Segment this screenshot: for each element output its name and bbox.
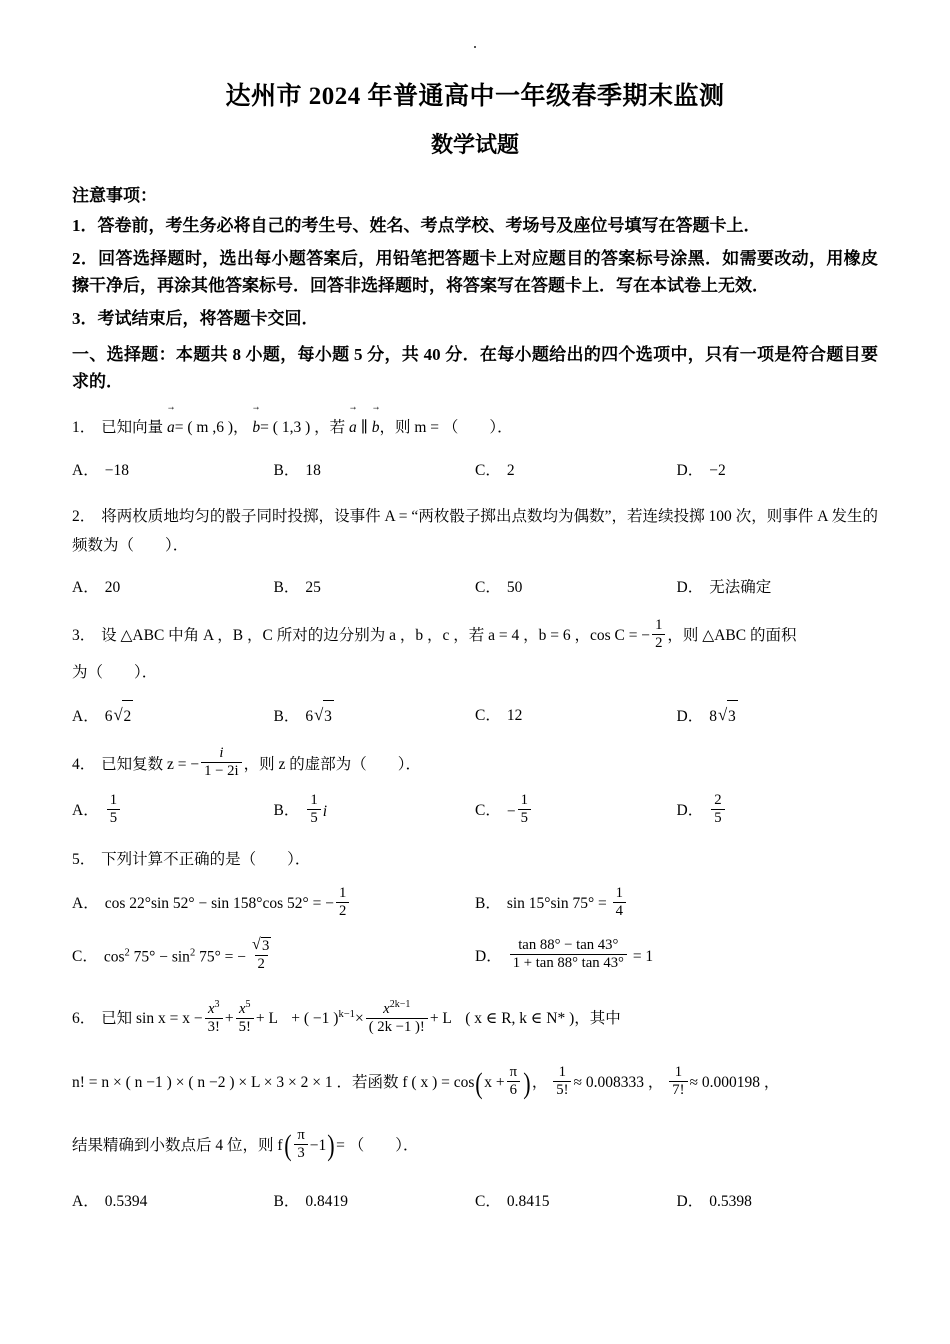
fraction-pi-6: $\frac{\pi}{6}$ xyxy=(507,1064,520,1099)
option-label: A． xyxy=(72,707,99,725)
question-6-line1-a: 已知 sin x = x − xyxy=(101,1010,203,1028)
option-text: 25 xyxy=(305,579,321,597)
question-5-stem: 下列计算不正确的是（ ）． xyxy=(101,851,311,869)
option-label: A． xyxy=(72,1192,99,1210)
question-3-stem-tail: ，则 △ABC 的面积 xyxy=(667,627,797,645)
question-1-eq2: = ( 1,3 ) xyxy=(260,419,311,437)
option-label: B． xyxy=(273,707,300,725)
question-1-options xyxy=(72,455,878,486)
question-6-line1-c: + L xyxy=(255,1010,278,1028)
option-label: C． xyxy=(475,461,501,479)
option-text: 50 xyxy=(506,579,523,597)
question-3-stem-lead: 设 △ABC 中角 A ，B ，C 所对的边分别为 a ，b ，c ，若 a = 4 ，b = 6 ，cos C = − xyxy=(101,627,651,645)
question-2-options xyxy=(72,572,878,603)
fraction-numerator: i xyxy=(219,745,224,762)
option-text: 0.8419 xyxy=(305,1192,348,1210)
fraction-x2k1-2k1fact: $\frac{x^{2k-1}}{( 2k -1 )!}$ xyxy=(366,999,428,1036)
question-2-option-a[interactable] xyxy=(72,572,274,603)
question-5-number: 5． xyxy=(72,851,96,869)
option-text: 0.5398 xyxy=(709,1192,752,1210)
question-6-line2-d: ≈ 0.000198 ， xyxy=(689,1074,780,1092)
option-label: A． xyxy=(72,579,99,597)
question-1-tail: ，则 m = （ ）． xyxy=(379,419,513,437)
question-2-number: 2． xyxy=(72,507,96,525)
option-text: 18 xyxy=(305,461,321,479)
question-6-option-b[interactable] xyxy=(274,1186,476,1217)
fraction-1-2: $\frac{1}{2}$ xyxy=(336,885,349,920)
question-3-option-b[interactable]: B． 6 √ 3 xyxy=(274,700,476,732)
fraction-numerator: 1 xyxy=(655,617,663,634)
fraction-x3-3fact: $\frac{x^3}{3!}$ xyxy=(205,999,223,1036)
option-text: −18 xyxy=(104,461,129,479)
question-5-options-row-2 xyxy=(72,937,878,976)
question-3-options xyxy=(72,700,878,732)
question-2-stem: 将两枚质地均匀的骰子同时投掷，设事件 A = “两枚骰子掷出点数均为偶数”，若连续投掷 100 次，则事件 A 发生的频数为（ ）． xyxy=(72,507,879,554)
fraction-1-5: $\frac{1}{5}$ xyxy=(107,792,120,827)
option-label: C． xyxy=(72,948,98,966)
page-top-dot xyxy=(474,46,476,48)
question-1-option-b[interactable] xyxy=(274,455,476,486)
vector-a-symbol-2: → a xyxy=(349,411,357,442)
option-label: C． xyxy=(475,1192,501,1210)
question-3-number: 3． xyxy=(72,627,96,645)
option-label: D． xyxy=(676,461,704,479)
question-6-line1-d: + ( −1 ) xyxy=(291,1010,339,1028)
question-2-option-d[interactable] xyxy=(677,572,879,603)
vector-b-symbol-2: → b xyxy=(372,411,380,442)
option-text: 无法确定 xyxy=(709,579,772,597)
section-one-heading: 一、选择题：本题共 8 小题，每小题 5 分，共 40 分．在每小题给出的四个选项中，只有一项是符合题目要求的． xyxy=(72,345,878,391)
option-label: D． xyxy=(676,579,704,597)
fraction-denominator: 2 xyxy=(652,634,665,652)
question-6-line1-g: ( x ∈ R, k ∈ N* ) xyxy=(465,1010,575,1028)
question-5-option-b[interactable]: B． sin 15°sin 75° = $\frac{1}{4}$ xyxy=(475,887,878,922)
question-6-number: 6． xyxy=(72,1010,96,1028)
question-6-line1-h: ，其中 xyxy=(574,1010,621,1028)
question-4-option-c[interactable]: C． − $\frac{1}{5}$ xyxy=(475,795,677,830)
question-4-option-b[interactable]: B． $\frac{1}{5}$ i xyxy=(273,792,328,827)
question-4-stem-lead: 已知复数 z = − xyxy=(101,755,200,773)
option-text: 20 xyxy=(104,579,121,597)
question-2-option-c[interactable] xyxy=(475,572,677,603)
notice-item-1: 1．答卷前，考生务必将自己的考生号、姓名、考点学校、考场号及座位号填写在答题卡上． xyxy=(72,216,761,235)
question-5-option-d[interactable]: D． $\frac{\tan 88^\circ - \tan 43^\circ}{1 + \tan 88^\circ \tan 43^\circ}$ = 1 xyxy=(475,937,654,972)
fraction-i-over-1-minus-2i xyxy=(201,745,241,780)
option-label: B． xyxy=(273,461,300,479)
question-6-line1-b: + xyxy=(224,1010,234,1028)
question-6-line3 xyxy=(72,1126,878,1164)
question-4-option-d[interactable] xyxy=(676,792,879,830)
option-label: B． xyxy=(475,894,501,912)
question-6-line2-b: x + xyxy=(484,1074,505,1092)
question-4-number: 4． xyxy=(72,755,96,773)
fraction-one-half xyxy=(652,617,665,652)
sqrt-3-b: √ 3 xyxy=(718,700,738,732)
option-text: 12 xyxy=(506,706,523,724)
option-label: D． xyxy=(676,1192,704,1210)
question-1-cond: ，若 xyxy=(314,419,346,437)
option-label: B． xyxy=(273,802,300,820)
question-5-option-c[interactable]: C． $\cos^2 75^\circ - \sin^2 75^\circ$ = − √ $\frac{3}{2}$ xyxy=(72,940,475,976)
option-text: 2 xyxy=(506,461,515,479)
option-label: B． xyxy=(273,1192,300,1210)
question-1-eq1: = ( m ,6 ) xyxy=(174,419,234,437)
paren-group-cos: ( x + $\frac{\pi}{6}$ ) xyxy=(475,1064,531,1100)
sqrt-2: √ 2 xyxy=(113,700,133,732)
option-label: B． xyxy=(273,579,300,597)
question-3 xyxy=(72,619,878,687)
question-4-options xyxy=(72,792,878,830)
question-4-stem-tail: ，则 z 的虚部为（ ）． xyxy=(243,755,421,773)
question-1-number: 1． xyxy=(72,419,96,437)
question-3-stem-tail2: 为（ ）． xyxy=(72,664,158,682)
fraction-tan-expression: $\frac{\tan 88^\circ - \tan 43^\circ}{1 + \tan 88^\circ \tan 43^\circ}$ xyxy=(510,937,627,972)
question-4 xyxy=(72,745,878,783)
question-2-option-b[interactable] xyxy=(274,572,476,603)
question-6-option-d[interactable] xyxy=(677,1186,879,1217)
question-6-line3-c: = （ ）． xyxy=(336,1137,419,1155)
fraction-1-5fact: $\frac{1}{5!}$ xyxy=(553,1064,571,1099)
notice-item-3: 3．考试结束后，将答题卡交回． xyxy=(72,309,319,329)
question-6-line2-a: n! = n × ( n −1 ) × ( n −2 ) × L × 3 × 2 × 1 ．若函数 f ( x ) = cos xyxy=(72,1074,475,1092)
question-4-option-a[interactable] xyxy=(72,792,274,830)
option-text: −2 xyxy=(709,461,726,479)
question-5-option-a[interactable]: A． cos 22°sin 52° − sin 158°cos 52° = − $\frac{1}{2}$ xyxy=(72,887,475,922)
option-label: A． xyxy=(72,461,99,479)
vector-a-symbol: → a xyxy=(167,411,175,442)
question-6-option-c[interactable] xyxy=(475,1186,677,1217)
option-label: C． xyxy=(475,802,501,820)
question-2 xyxy=(72,502,878,561)
option-label: C． xyxy=(475,579,501,597)
option-label: A． xyxy=(72,802,99,820)
question-5-options-row-1 xyxy=(72,884,878,922)
question-3-option-c[interactable] xyxy=(475,700,677,732)
fraction-denominator: 1 − 2i xyxy=(201,762,241,780)
question-6-line2: n! = n × ( n −1 ) × ( n −2 ) × L × 3 × 2 × 1 ．若函数 f ( x ) = cos ( x + $\frac{\pi}{6}$ ) ， $\frac{1}{5!}$ ≈ 0.008333 ， $\frac{1}{7!}$ ≈ 0.000198 ， xyxy=(72,1064,780,1100)
notice-item-2: 2．回答选择题时，选出每小题答案后，用铅笔把答题卡上对应题目的答案标号涂黑．如需要改动，用橡皮擦干净后，再涂其他答案标号．回答非选择题时，将答案写在答题卡上．写在本试卷上无效． xyxy=(72,249,878,295)
fraction-pi-3: $\frac{\pi}{3}$ xyxy=(294,1127,307,1162)
parallel-symbol: ∥ xyxy=(360,419,368,437)
page-title: 达州市 2024 年普通高中一年级春季期末监测 xyxy=(225,83,725,110)
question-1-stem-lead: 已知向量 xyxy=(101,419,164,437)
fraction-sqrt3-2: √ $\frac{3}{2}$ xyxy=(248,937,274,973)
question-1-option-a[interactable] xyxy=(72,455,274,486)
fraction-1-5-c: $\frac{1}{5}$ xyxy=(518,792,531,827)
option-label: D． xyxy=(676,802,704,820)
question-1-option-d[interactable] xyxy=(677,455,879,486)
question-3-option-a[interactable]: A． 6 √ 2 xyxy=(72,700,274,732)
question-1-option-c[interactable] xyxy=(475,455,677,486)
question-6: 6． 已知 sin x = x − $\frac{x^3}{3!}$ + $\frac{x^5}{5!}$ + L + ( −1 )$^{k-1}$× $\frac{x^{2k-1}}{( 2k -1 )!}$ + L ( x ∈ R, k ∈ N* )，其中 xyxy=(72,999,621,1036)
question-6-line1-f: + L xyxy=(429,1010,452,1028)
question-6-line1-e: × xyxy=(354,1010,364,1028)
question-6-line3-a: 结果精确到小数点后 4 位，则 f xyxy=(72,1137,283,1155)
paren-group-f: ( $\frac{\pi}{3}$ −1 ) xyxy=(283,1126,335,1163)
question-1: 1． 已知向量 → a= ( m ,6 )， → b= ( 1,3 ) ，若 → a ∥ → b，则 m = （ ）． xyxy=(72,411,878,442)
option-label: D． xyxy=(676,707,704,725)
question-6-option-a[interactable] xyxy=(72,1186,274,1217)
vector-b-symbol: → b xyxy=(252,411,260,442)
option-text: 0.5394 xyxy=(104,1192,148,1210)
page-subtitle: 数学试题 xyxy=(430,132,519,157)
fraction-x5-5fact: $\frac{x^5}{5!}$ xyxy=(236,999,254,1036)
question-6-line3-b: −1 xyxy=(309,1137,327,1155)
fraction-2-5: $\frac{2}{5}$ xyxy=(711,792,724,827)
question-3-option-d[interactable]: D． 8 √ 3 xyxy=(677,700,879,732)
question-5 xyxy=(72,845,878,874)
fraction-1-5-b: $\frac{1}{5}$ xyxy=(307,792,320,827)
option-label: C． xyxy=(475,706,501,724)
fraction-1-4: $\frac{1}{4}$ xyxy=(613,885,626,920)
question-6-options xyxy=(72,1186,878,1217)
fraction-1-7fact: $\frac{1}{7!}$ xyxy=(669,1064,687,1099)
question-6-line2-c: ≈ 0.008333 ， xyxy=(573,1074,664,1092)
option-label: A． xyxy=(72,894,99,912)
option-label: D． xyxy=(475,947,502,965)
notice-heading: 注意事项： xyxy=(72,186,157,205)
sqrt-3: √ 3 xyxy=(314,700,334,732)
option-text: 0.8415 xyxy=(506,1192,550,1210)
